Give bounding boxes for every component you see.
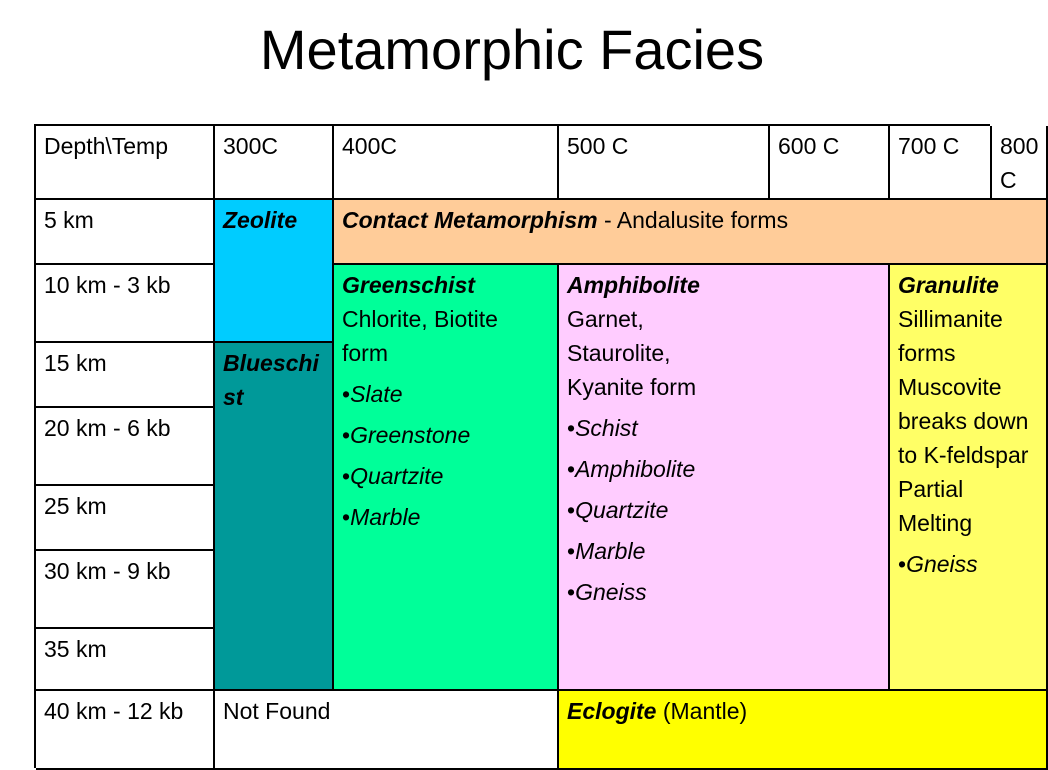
granulite-rock: •Gneiss [898, 551, 978, 577]
granulite-desc: Sillimanite forms Muscovite breaks down to K-feldspar Partial Melting [898, 306, 1029, 536]
greenschist-rock: •Slate [342, 381, 403, 407]
not-found-cell: Not Found [215, 691, 559, 770]
amphibolite-rock: •Marble [567, 538, 646, 564]
granulite-label: Granulite [898, 272, 999, 298]
facies-zeolite [215, 200, 334, 343]
depth-25km: 25 km [36, 486, 215, 551]
facies-blueschist [215, 343, 334, 691]
amphibolite-rock: •Quartzite [567, 497, 669, 523]
facies-table [34, 124, 1039, 768]
header-500c: 500 C [559, 126, 770, 200]
facies-granulite [890, 265, 1048, 691]
depth-35km: 35 km [36, 629, 215, 691]
eclogite-label: Eclogite [567, 698, 657, 724]
header-depth-temp: Depth\Temp [36, 126, 215, 200]
header-800c: 800 C [992, 126, 1048, 200]
amphibolite-desc-line: Garnet, [567, 306, 644, 332]
greenschist-rock: •Marble [342, 504, 421, 530]
amphibolite-rock: •Gneiss [567, 579, 647, 605]
depth-5km: 5 km [36, 200, 215, 265]
greenschist-rock: •Greenstone [342, 422, 471, 448]
amphibolite-rock: •Amphibolite [567, 456, 696, 482]
eclogite-desc: (Mantle) [656, 698, 748, 724]
facies-greenschist [334, 265, 559, 691]
slide-title: Metamorphic Facies [259, 18, 765, 81]
depth-30km: 30 km - 9 kb [36, 551, 215, 629]
depth-10km: 10 km - 3 kb [36, 265, 215, 343]
facies-amphibolite [559, 265, 890, 691]
blueschist-label: Blueschist [223, 350, 319, 410]
greenschist-label: Greenschist [342, 272, 475, 298]
amphibolite-rock: •Schist [567, 415, 638, 441]
contact-label: Contact Metamorphism [342, 207, 598, 233]
amphibolite-label: Amphibolite [567, 272, 700, 298]
amphibolite-desc-line: Kyanite form [567, 374, 697, 400]
depth-40km: 40 km - 12 kb [36, 691, 215, 770]
header-300c: 300C [215, 126, 334, 200]
contact-desc: - Andalusite forms [597, 207, 789, 233]
depth-15km: 15 km [36, 343, 215, 408]
header-400c: 400C [334, 126, 559, 200]
facies-eclogite [559, 691, 1048, 770]
greenschist-desc: Chlorite, Biotite form [342, 306, 498, 366]
greenschist-rock: •Quartzite [342, 463, 444, 489]
zeolite-label: Zeolite [223, 207, 298, 233]
header-700c: 700 C [890, 126, 992, 200]
header-600c: 600 C [770, 126, 890, 200]
facies-contact-metamorphism [334, 200, 1048, 265]
amphibolite-desc-line: Staurolite, [567, 340, 671, 366]
depth-20km: 20 km - 6 kb [36, 408, 215, 486]
